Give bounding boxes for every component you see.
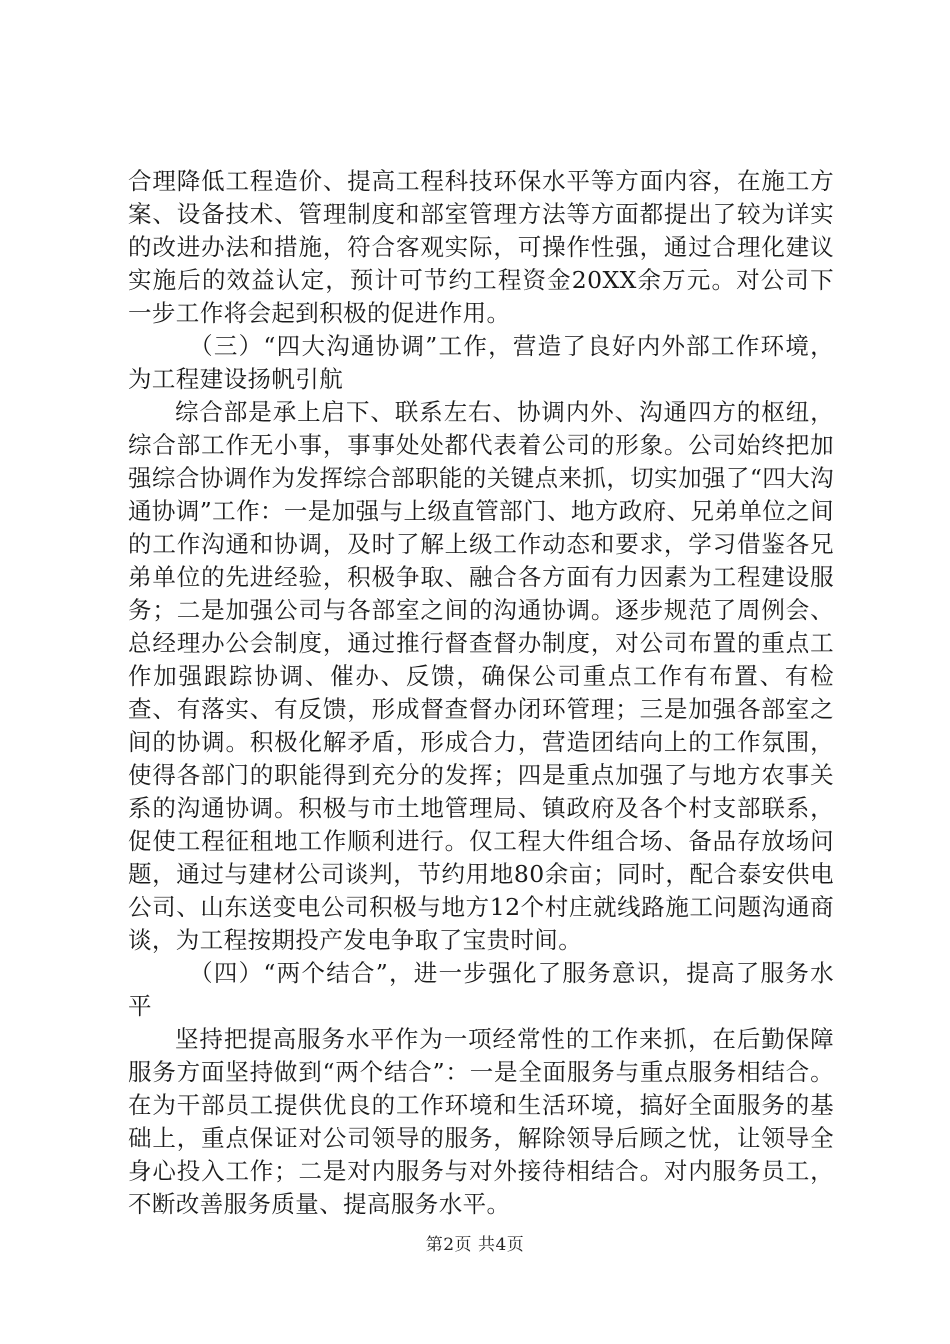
page-number-footer: 第2页 共4页: [425, 1235, 525, 1255]
paragraph-service: 坚持把提高服务水平作为一项经常性的工作来抓，在后勤保障服务方面坚持做到“两个结合”：一是全面服务与重点服务相结合。在为干部员工提供优良的工作环境和生活环境，搞好全面服务的基础上，重点保证对公司领导的服务，解除领导后顾之忧，让领导全身心投入工作；二是对内服务与对外接待相结合。对内服务员工，不断改善服务质量、提高服务水平。: [128, 1025, 834, 1218]
section-heading-three: （三）“四大沟通协调”工作，营造了良好内外部工作环境，为工程建设扬帆引航: [128, 332, 834, 393]
paragraph-continuation: 合理降低工程造价、提高工程科技环保水平等方面内容，在施工方案、设备技术、管理制度和部室管理方法等方面都提出了较为详实的改进办法和措施，符合客观实际，可操作性强，通过合理化建议实施后的效益认定，预计可节约工程资金20XX余万元。对公司下一步工作将会起到积极的促进作用。: [128, 167, 834, 327]
document-body: [128, 165, 834, 1221]
paragraph-coordination: 综合部是承上启下、联系左右、协调内外、沟通四方的枢纽，综合部工作无小事，事事处处都代表着公司的形象。公司始终把加强综合协调作为发挥综合部职能的关键点来抓，切实加强了“四大沟通协调”工作：一是加强与上级直管部门、地方政府、兄弟单位之间的工作沟通和协调，及时了解上级工作动态和要求，学习借鉴各兄弟单位的先进经验，积极争取、融合各方面有力因素为工程建设服务；二是加强公司与各部室之间的沟通协调。逐步规范了周例会、总经理办公会制度，通过推行督查督办制度，对公司布置的重点工作加强跟踪协调、催办、反馈，确保公司重点工作有布置、有检查、有落实、有反馈，形成督查督办闭环管理；三是加强各部室之间的协调。积极化解矛盾，形成合力，营造团结向上的工作氛围，使得各部门的职能得到充分的发挥；四是重点加强了与地方农事关系的沟通协调。积极与市土地管理局、镇政府及各个村支部联系，促使工程征租地工作顺利进行。仅工程大件组合场、备品存放场问题，通过与建材公司谈判，节约用地80余亩；同时，配合泰安供电公司、山东送变电公司积极与地方12个村庄就线路施工问题沟通商谈，为工程按期投产发电争取了宝贵时间。: [128, 398, 834, 954]
section-heading-four: （四）“两个结合”，进一步强化了服务意识，提高了服务水平: [128, 959, 834, 1020]
